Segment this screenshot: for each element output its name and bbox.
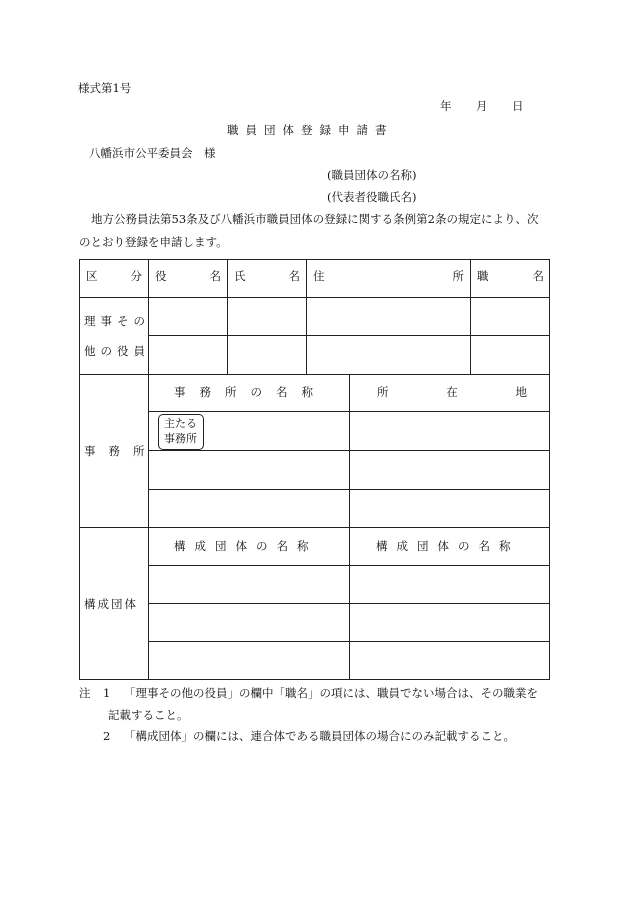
table-rule bbox=[349, 374, 350, 680]
table-rule bbox=[470, 259, 471, 374]
office-location-header: 所 在 地 bbox=[377, 385, 527, 399]
date-year: 年 bbox=[440, 99, 452, 113]
officers-label-line2: 他の役員 bbox=[84, 344, 150, 358]
addressee: 八幡浜市公平委員会 様 bbox=[89, 146, 216, 160]
office-label: 事務所 bbox=[84, 444, 158, 458]
table-rule bbox=[79, 527, 550, 528]
form-title: 職員団体登録申請書 bbox=[227, 123, 394, 137]
date-month: 月 bbox=[476, 99, 488, 113]
note2-number: 2 bbox=[103, 729, 111, 743]
header-yakumei: 役 名 bbox=[155, 269, 221, 283]
notes-prefix: 注 bbox=[79, 686, 91, 700]
header-kubun: 区 分 bbox=[86, 269, 142, 283]
note1-number: 1 bbox=[103, 686, 111, 700]
officers-label-line1: 理事その bbox=[84, 314, 150, 328]
constituent-name-header-right: 構成団体の名称 bbox=[376, 539, 520, 553]
table-rule bbox=[79, 297, 550, 298]
note1-line2: 記載すること。 bbox=[108, 708, 189, 722]
note1-line1: 「理事その他の役員」の欄中「職名」の項には、職員でない場合は、その職業を bbox=[124, 686, 538, 700]
main-office-label-line1: 主たる bbox=[164, 417, 197, 430]
header-shokumei: 職 名 bbox=[477, 269, 544, 283]
note2-text: 「構成団体」の欄には、連合体である職員団体の場合にのみ記載すること。 bbox=[124, 729, 515, 743]
body-text-line1: 地方公務員法第53条及び八幡浜市職員団体の登録に関する条例第2条の規定により、次 bbox=[91, 212, 539, 226]
header-shimei: 氏 名 bbox=[234, 269, 300, 283]
table-rule bbox=[227, 259, 228, 374]
org-name-label: (職員団体の名称) bbox=[327, 168, 417, 182]
table-rule bbox=[306, 259, 307, 374]
main-office-label-line2: 事務所 bbox=[164, 432, 197, 445]
constituent-name-header-left: 構成団体の名称 bbox=[174, 539, 318, 553]
body-text-line2: のとおり登録を申請します。 bbox=[79, 235, 228, 249]
header-jusho: 住 所 bbox=[313, 269, 464, 283]
representative-label: (代表者役職氏名) bbox=[327, 190, 417, 204]
table-rule bbox=[148, 335, 550, 336]
office-name-header: 事務所の名称 bbox=[174, 385, 327, 399]
form-number: 様式第1号 bbox=[78, 81, 132, 95]
date-day: 日 bbox=[512, 99, 524, 113]
constituent-label: 構成団体 bbox=[84, 597, 138, 611]
table-rule bbox=[79, 374, 550, 375]
